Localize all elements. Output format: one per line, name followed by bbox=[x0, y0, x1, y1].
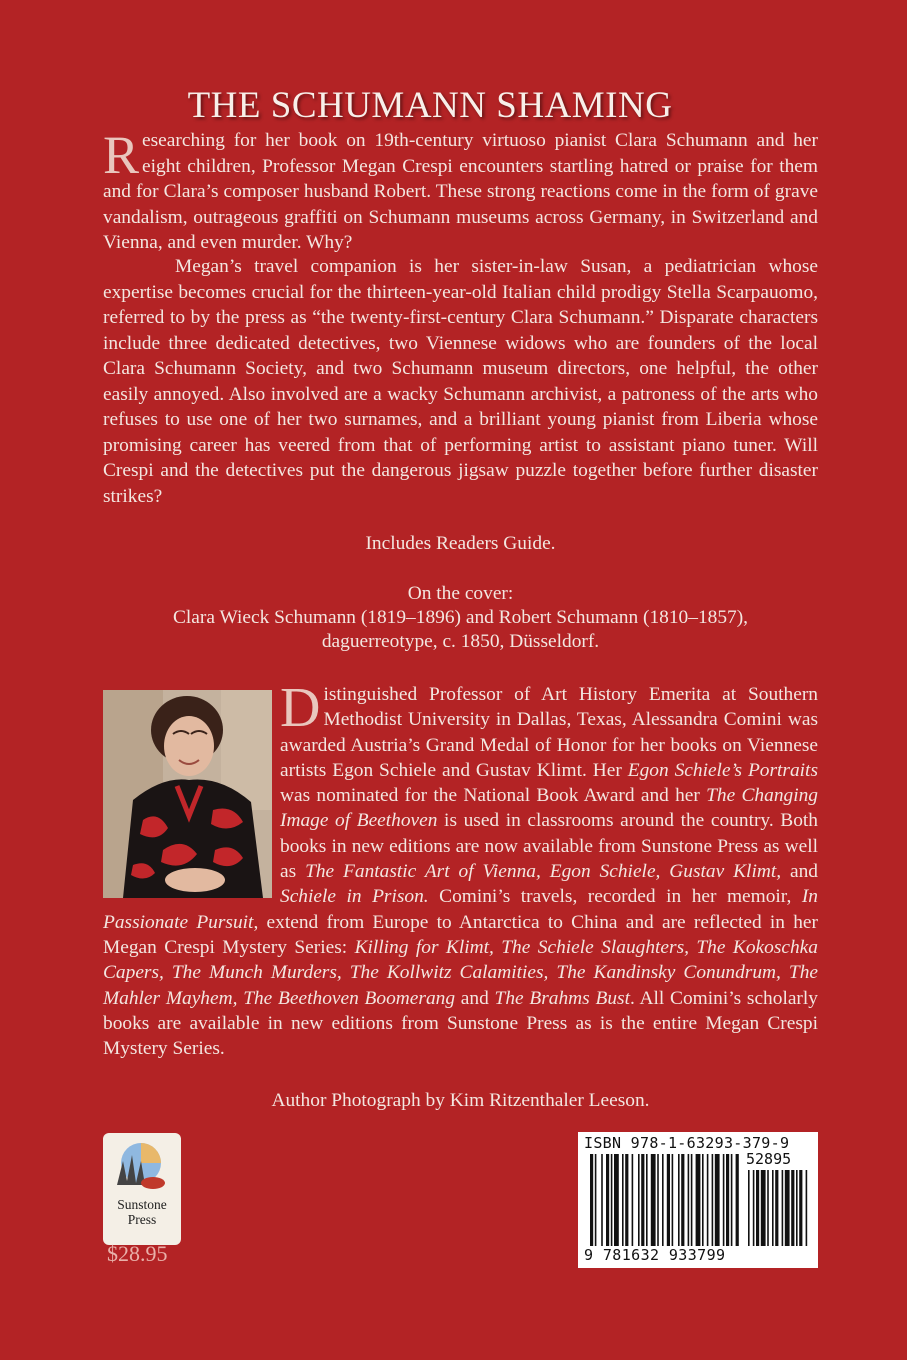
isbn-number: ISBN 978-1-63293-379-9 bbox=[584, 1134, 790, 1152]
book-title-italic: Schiele in Prison. bbox=[280, 886, 429, 908]
bio-text: is used in classrooms around the country. Both books in new editions are now available from Sunstone Press as well as bbox=[280, 810, 818, 883]
photo-credit: Author Photograph by Kim Ritzenthaler Leeson. bbox=[271, 1090, 650, 1111]
synopsis-text-2: Megan’s travel companion is her sister-in-law Susan, a pediatrician whose expertise becomes crucial for the thirteen-year-old Italian child prodigy Stella Scarpauomo, referred to by the press as “the twenty-first-century Clara Schumann.” Disparate characters include three dedicated detectives, two Viennese widows who are founders of the local Clara Schumann Society, and two Schumann museum directors, one helpful, the other easily annoyed. Also involved are a wacky Schumann archivist, a patroness of the arts who refuses to use one of her two surnames, and a brilliant young pianist from Liberia whose promising career has veered from that of performing artist to assistant piano tuner. Will Crespi and the detectives put the dangerous jigsaw puzzle together before further disaster strikes? bbox=[103, 256, 818, 507]
bio-text: was nominated for the National Book Award and her bbox=[280, 785, 707, 807]
bio-text: and bbox=[781, 861, 818, 883]
publisher-logo bbox=[103, 1133, 181, 1245]
publisher-name-line-1: Sunstone bbox=[117, 1197, 167, 1212]
cover-note-line-2: daguerreotype, c. 1850, Düsseldorf. bbox=[321, 631, 600, 652]
book-title-italic: Egon Schiele’s Portraits bbox=[627, 759, 818, 781]
bio-text: and bbox=[455, 987, 495, 1009]
book-title-italic: The Changing Image of Beethoven bbox=[280, 785, 818, 832]
book-title: THE SCHUMANN SHAMING bbox=[187, 85, 673, 126]
author-bio bbox=[103, 677, 818, 1061]
publisher-name-line-2: Press bbox=[127, 1212, 157, 1227]
price: $28.95 bbox=[107, 1241, 168, 1266]
cover-note-line-1: Clara Wieck Schumann (1819–1896) and Robert Schumann (1810–1857), bbox=[172, 607, 749, 628]
bio-text: istinguished Professor of Art History Emerita at Southern Methodist University in Dallas, Texas, Alessandra Comini was awarded Austria’s Grand Medal of Honor for her books on Viennese artists Egon Schiele and Gustav Klimt. Her bbox=[280, 684, 818, 781]
drop-cap-d: D bbox=[280, 677, 321, 739]
book-title-italic: Killing for Klimt, The Schiele Slaughters, The Kokoschka Capers, The Munch Murders, The Kollwitz Calamities, The Kandinsky Conundrum, The Mahler Mayhem, The Beethoven Boomerang bbox=[103, 936, 818, 1009]
sunstone-logo-icon bbox=[103, 1133, 181, 1197]
cover-note-heading: On the cover: bbox=[407, 583, 514, 604]
synopsis-paragraph-2 bbox=[103, 254, 818, 509]
bio-text: , extend from Europe to Antarctica to China and are reflected in her Megan Crespi Mystery Series: bbox=[103, 911, 818, 958]
synopsis-text-1: esearching for her book on 19th-century virtuoso pianist Clara Schumann and her eight children, Professor Megan Crespi encounters startling hatred or praise for them and for Clara’s composer husband Robert. These strong reactions come in the form of grave vandalism, outrageous graffiti on Schumann museums across Germany, in Switzerland and Vienna, and even murder. Why? bbox=[103, 130, 818, 253]
synopsis-paragraph-1 bbox=[103, 125, 818, 256]
book-title-italic: The Fantastic Art of Vienna, Egon Schiele, Gustav Klimt, bbox=[305, 861, 782, 883]
ean-number: 9 781632 933799 bbox=[584, 1246, 726, 1264]
book-title-italic: In Passionate Pursuit bbox=[103, 886, 818, 933]
bio-text: Comini’s travels, recorded in her memoir, bbox=[428, 886, 802, 908]
book-title-italic: The Brahms Bust bbox=[494, 987, 630, 1009]
cover-note bbox=[103, 582, 818, 654]
readers-guide-note: Includes Readers Guide. bbox=[365, 533, 556, 554]
isbn-barcode bbox=[578, 1132, 818, 1268]
drop-cap-r: R bbox=[103, 125, 140, 185]
price-addon-code: 52895 bbox=[746, 1150, 792, 1168]
bio-text: . All Comini’s scholarly books are available in new editions from Sunstone Press as is the entire Megan Crespi Mystery Series. bbox=[103, 987, 818, 1060]
publisher-name bbox=[103, 1197, 181, 1227]
